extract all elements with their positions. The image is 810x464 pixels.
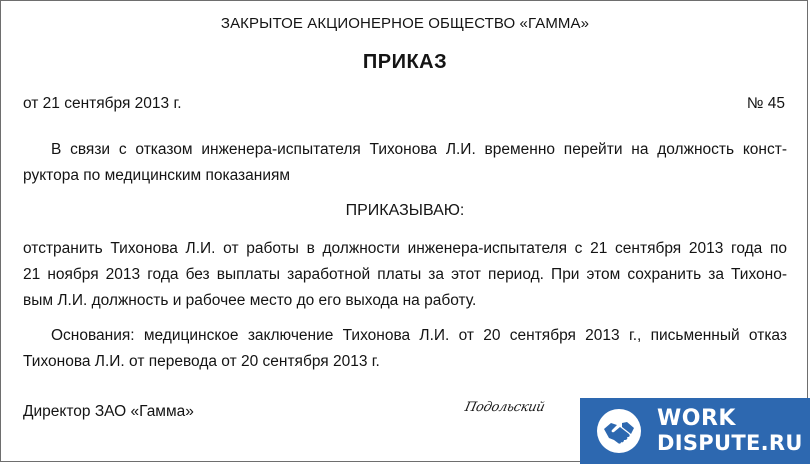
paragraph-grounds xyxy=(23,323,787,375)
paragraph-reason xyxy=(23,137,787,189)
document-date: от 21 сентября 2013 г. xyxy=(23,95,182,112)
site-badge[interactable] xyxy=(580,398,810,464)
document-title: ПРИКАЗ xyxy=(362,51,448,73)
signature-text: Подольский xyxy=(463,400,546,415)
document-number: № 45 xyxy=(746,95,785,112)
paragraph-line: руктора по медицинским показаниям xyxy=(23,167,291,184)
paragraph-line: В связи с отказом инженера-испытателя Тихонова Л.И. временно перейти на должность конст- xyxy=(51,141,787,158)
paragraph-line: вым Л.И. должность и рабочее место до его выхода на работу. xyxy=(23,292,477,309)
director-title: Директор ЗАО «Гамма» xyxy=(23,403,194,420)
badge-text xyxy=(657,406,803,456)
paragraph-order xyxy=(23,236,787,314)
order-heading: ПРИКАЗЫВАЮ: xyxy=(345,202,465,219)
paragraph-line: Основания: медицинское заключение Тихонова Л.И. от 20 сентября 2013 г., письменный отказ xyxy=(51,327,787,344)
director-signature xyxy=(463,400,546,415)
company-name: ЗАКРЫТОЕ АКЦИОНЕРНОЕ ОБЩЕСТВО «ГАММА» xyxy=(220,15,590,32)
handshake-icon xyxy=(595,407,643,455)
badge-line-1: WORK xyxy=(657,406,736,431)
badge-line-2: DISPUTE.RU xyxy=(657,431,803,455)
paragraph-line: Тихонова Л.И. от перевода от 20 сентября 2013 г. xyxy=(23,353,380,370)
paragraph-line: отстранить Тихонова Л.И. от работы в должности инженера-испытателя с 21 сентября 2013 года по xyxy=(23,240,787,257)
paragraph-line: 21 ноября 2013 года без выплаты заработной платы за этот период. При этом сохранить за Тихоно- xyxy=(23,266,787,283)
